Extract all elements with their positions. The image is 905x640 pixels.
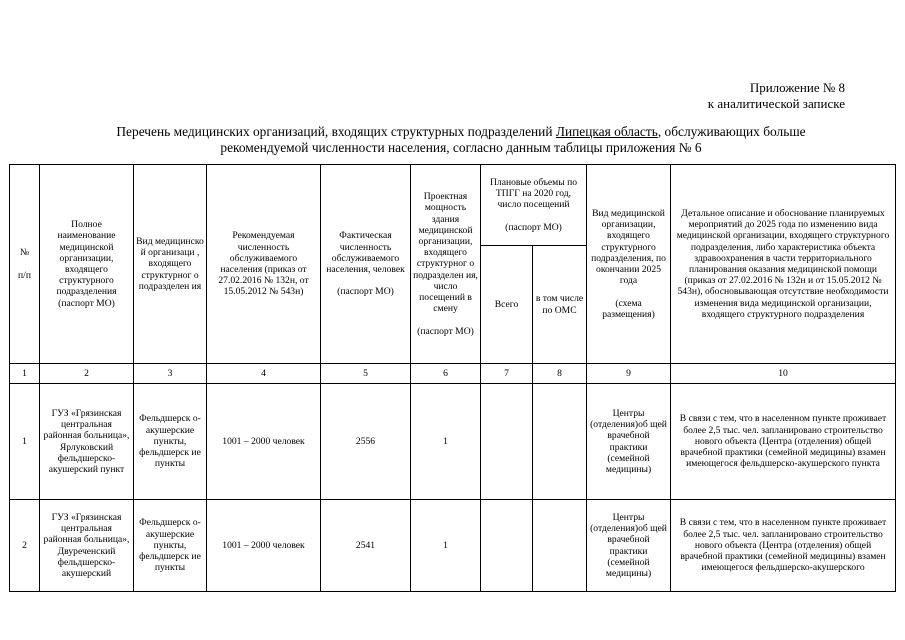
org-type: Фельдшерск о-акушерские пункты, фельдшерск ие пункты bbox=[134, 384, 207, 500]
actual-population: 2556 bbox=[321, 384, 411, 500]
header-recommended: Рекомендуемая численность обслуживаемого населения (приказ от 27.02.2016 № 132н, от 15.05.2012 № 543н) bbox=[207, 165, 321, 364]
title-line-2: рекомендуемой численности населения, согласно данным таблицы приложения № 6 bbox=[220, 140, 702, 155]
org-name: ГУЗ «Грязинская центральная районная больница», Двуреченский фельдшерско-акушерский bbox=[40, 500, 134, 592]
col-number: 1 bbox=[10, 364, 40, 384]
recommended-population: 1001 – 2000 человек bbox=[207, 500, 321, 592]
visits-oms bbox=[533, 384, 587, 500]
col-number: 2 bbox=[40, 364, 134, 384]
header-oms: в том числе по ОМС bbox=[533, 246, 587, 364]
recommended-population: 1001 – 2000 человек bbox=[207, 384, 321, 500]
table-row bbox=[10, 384, 896, 500]
header-total: Всего bbox=[481, 246, 533, 364]
header-org-type: Вид медицинско й организаци , входящего структурног о подразделен ия bbox=[134, 165, 207, 364]
design-capacity: 1 bbox=[411, 384, 481, 500]
description: В связи с тем, что в населенном пункте проживает более 2,5 тыс. чел. запланировано строительство нового объекта (Центра (отделения) общей врачебной практики (семейной медицины) взамен имеющегося фельдшерско-акушерского bbox=[671, 500, 896, 592]
header-type-2025: Вид медицинской организации, входящего структурного подразделения, по окончании 2025 года (схема размещения) bbox=[587, 165, 671, 364]
appendix-line-1: Приложение № 8 bbox=[749, 80, 845, 95]
header-capacity: Проектная мощность здания медицинской организации, входящего структурног о подразделен ия, число посещений в смену (паспорт МО) bbox=[411, 165, 481, 364]
table-row bbox=[10, 500, 896, 592]
header-actual: Фактическая численность обслуживаемого населения, человек (паспорт МО) bbox=[321, 165, 411, 364]
col-number: 8 bbox=[533, 364, 587, 384]
col-number: 4 bbox=[207, 364, 321, 384]
region-name: Липецкая область bbox=[555, 124, 658, 139]
visits-total bbox=[481, 384, 533, 500]
visits-total bbox=[481, 500, 533, 592]
organizations-table bbox=[9, 164, 896, 592]
org-type-2025: Центры (отделения)об щей врачебной практики (семейной медицины) bbox=[587, 384, 671, 500]
description: В связи с тем, что в населенном пункте проживает более 2,5 тыс. чел. запланировано строительство нового объекта (Центра (отделения) общей врачебной практики (семейной медицины) взамен имеющегося фельдшерско-акушерского пункта bbox=[671, 384, 896, 500]
col-number: 5 bbox=[321, 364, 411, 384]
header-org-name: Полное наименование медицинской организации, входящего структурного подразделения (паспорт МО) bbox=[40, 165, 134, 364]
design-capacity: 1 bbox=[411, 500, 481, 592]
col-number: 9 bbox=[587, 364, 671, 384]
header-description: Детальное описание и обоснование планируемых мероприятий до 2025 года по изменению вида медицинской организации, входящего структурного подразделения, либо характеристика объекта здравоохранения в части территориального планирования оказания медицинской помощи (приказ от 27.02.2016 № 132н и от 15.05.2012 № 543н), обосновывающая отсутствие необходимости изменения вида медицинской организации, входящего структурного подразделения bbox=[671, 165, 896, 364]
org-type: Фельдшерск о-акушерские пункты, фельдшерск ие пункты bbox=[134, 500, 207, 592]
org-name: ГУЗ «Грязинская центральная районная больница», Ярлуковский фельдшерско-акушерский пункт bbox=[40, 384, 134, 500]
numbering-row bbox=[10, 364, 896, 384]
document-title bbox=[40, 124, 882, 156]
row-number: 1 bbox=[10, 384, 40, 500]
actual-population: 2541 bbox=[321, 500, 411, 592]
row-number: 2 bbox=[10, 500, 40, 592]
header-row-1 bbox=[10, 165, 896, 246]
col-number: 7 bbox=[481, 364, 533, 384]
title-line-1: Перечень медицинских организаций, входящих структурных подразделений Липецкая область, обслуживающих больше bbox=[116, 124, 806, 139]
appendix-note bbox=[708, 80, 845, 112]
col-number: 3 bbox=[134, 364, 207, 384]
col-number: 6 bbox=[411, 364, 481, 384]
appendix-line-2: к аналитической записке bbox=[707, 96, 845, 111]
visits-oms bbox=[533, 500, 587, 592]
header-planned-volumes: Плановые объемы по ТПГГ на 2020 год, число посещений (паспорт МО) bbox=[481, 165, 587, 246]
org-type-2025: Центры (отделения)об щей врачебной практики (семейной медицины) bbox=[587, 500, 671, 592]
col-number: 10 bbox=[671, 364, 896, 384]
header-number: № п/п bbox=[10, 165, 40, 364]
